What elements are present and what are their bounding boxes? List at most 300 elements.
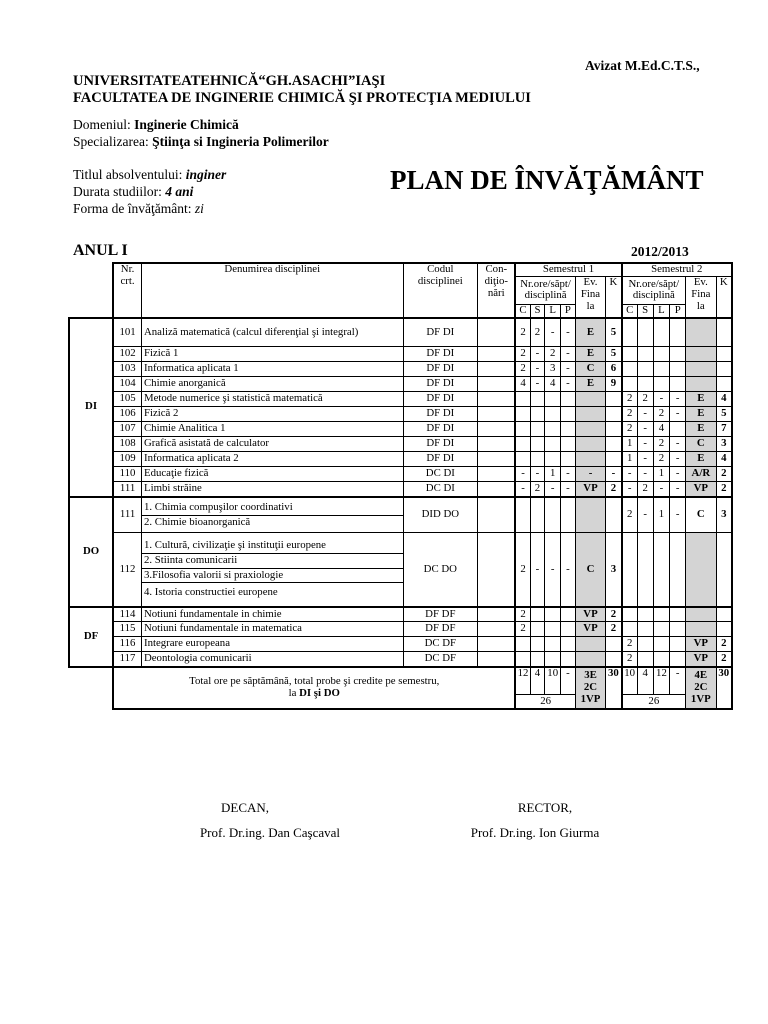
specialization-line [73,134,329,150]
table-row [69,362,732,377]
table-row [69,407,732,422]
s2-s [637,622,653,637]
s2-l [653,377,670,392]
s1-l [545,452,561,467]
s1-p [561,607,576,622]
s1-c [515,392,530,407]
s1-credits [606,637,622,652]
s1-p: - [561,318,576,347]
row-nr: 102 [113,347,141,362]
s1-s: - [530,467,545,482]
dean-name: Prof. Dr.ing. Dan Caşcaval [199,825,341,840]
total-s2-credits: 30 [716,667,732,709]
row-discipline: Informatica aplicata 1 [141,362,403,377]
header-semester-1: Semestrul 1 [515,263,621,276]
table-row [69,347,732,362]
s2-credits: 2 [716,652,732,667]
row-code: DF DI [403,422,478,437]
header-credits-s2: K [716,276,732,317]
s1-s [530,392,545,407]
s1-l: - [545,318,561,347]
s1-s [530,652,545,667]
row-conditions [478,437,516,452]
row-nr: 107 [113,422,141,437]
s2-eval [686,318,716,347]
total-s2-hours: 26 [622,695,686,709]
optional-list-b [141,533,403,607]
s2-credits [716,318,732,347]
approval-note: Avizat M.Ed.C.T.S., [585,58,700,73]
s1-l [545,652,561,667]
s2-c [622,607,638,622]
total-s1-p: - [561,667,576,695]
s1-c [515,637,530,652]
s1-l [545,392,561,407]
s1-s [530,607,545,622]
row-nr: 111 [113,482,141,497]
s1-s: - [530,362,545,377]
row-code: DF DI [403,452,478,467]
s1-c [515,422,530,437]
form-value: zi [194,201,204,216]
s1-s [530,497,545,533]
s2-eval [686,377,716,392]
row-discipline: Informatica aplicata 2 [141,452,403,467]
row-discipline: Notiuni fundamentale in matematica [141,622,403,637]
s2-l: 2 [653,407,670,422]
s1-s [530,637,545,652]
header-p: P [561,304,576,317]
s2-credits: 7 [716,422,732,437]
row-discipline: Limbi străine [141,482,403,497]
total-s2-eval [686,667,716,709]
s1-eval: VP [575,607,605,622]
header-hours-s2: Nr.ore/săpt/ disciplină [622,276,686,304]
curriculum-table [68,262,733,710]
total-s2-l: 12 [653,667,670,695]
s1-l [545,437,561,452]
row-conditions [478,377,516,392]
row-conditions [478,497,516,533]
s2-credits: 2 [716,467,732,482]
s2-l [653,362,670,377]
row-discipline: Chimie Analitica 1 [141,422,403,437]
s2-p [670,622,686,637]
s1-eval: C [575,362,605,377]
header-c: C [515,304,530,317]
row-discipline: Fizică 1 [141,347,403,362]
s2-l: - [653,392,670,407]
row-discipline: Metode numerice şi statistică matematică [141,392,403,407]
faculty-name: FACULTATEA DE INGINERIE CHIMICĂ ŞI PROTECŢIA MEDIULUI [73,90,531,106]
dean-title: DECAN, [220,800,270,815]
s2-s: - [637,407,653,422]
s2-credits [716,377,732,392]
table-row [69,607,732,622]
s2-p [670,377,686,392]
s2-eval: C [686,497,716,533]
total-s2-c: 10 [622,667,638,695]
s2-s: - [637,467,653,482]
s2-p [670,607,686,622]
s1-s [530,422,545,437]
s1-p: - [561,347,576,362]
s1-l: - [545,482,561,497]
row-discipline: Integrare europeana [141,637,403,652]
s1-s [530,407,545,422]
total-s1-eval [575,667,605,709]
s1-credits [606,422,622,437]
s1-eval [575,422,605,437]
s1-l: 4 [545,377,561,392]
s2-credits [716,533,732,607]
optional-list-a [141,497,403,533]
optional-item: 1. Cultură, civilizaţie şi instituţii europene [142,539,403,553]
row-discipline: Deontologia comunicarii [141,652,403,667]
s2-s [637,652,653,667]
s2-c: 1 [622,437,638,452]
s1-c: 2 [515,362,530,377]
s2-s [637,318,653,347]
total-s1-exams: 3E [584,668,597,681]
spec-label: Specializarea: [73,134,153,149]
totals-label [113,667,515,709]
table-row [69,318,732,347]
header-discipline: Denumirea disciplinei [141,263,403,318]
row-code: DF DF [403,607,478,622]
s2-c: 2 [622,637,638,652]
optional-item: 2. Chimie bioanorganică [143,515,251,528]
table-row [69,652,732,667]
s2-s: - [637,422,653,437]
row-discipline: Notiuni fundamentale in chimie [141,607,403,622]
s2-eval [686,362,716,377]
s2-credits [716,347,732,362]
s1-credits: - [606,467,622,482]
s1-c: 2 [515,622,530,637]
s1-eval [575,392,605,407]
s2-s: - [637,437,653,452]
header-code: Codul disciplinei [403,263,478,318]
totals-row [69,667,732,695]
s1-eval: E [575,377,605,392]
s2-c [622,347,638,362]
s1-c: 2 [515,347,530,362]
s2-eval: C [686,437,716,452]
s1-s: - [530,377,545,392]
s1-p [561,652,576,667]
s1-p: - [561,377,576,392]
duration-line [73,184,193,200]
s2-l: 4 [653,422,670,437]
s2-s: 2 [637,392,653,407]
optional-item: 3.Filosofia valorii si praxiologie [142,568,403,583]
s1-c [515,452,530,467]
s2-p: - [670,452,686,467]
s1-s: 2 [530,318,545,347]
s1-c [515,437,530,452]
row-code: DF DI [403,362,478,377]
row-nr: 114 [113,607,141,622]
s2-l [653,607,670,622]
row-discipline: Analiză matematică (calcul diferenţial şi integral) [141,318,403,347]
group-do-label: DO [69,497,113,607]
row-nr: 112 [113,533,141,607]
row-discipline: Grafică asistată de calculator [141,437,403,452]
total-s1-hours: 26 [515,695,575,709]
header-conditions: Con-diţio-nări [478,263,516,318]
s2-s: 2 [637,482,653,497]
row-nr: 115 [113,622,141,637]
s1-eval [575,452,605,467]
s2-eval: A/R [686,467,716,482]
row-code: DID DO [403,497,478,533]
s2-c [622,362,638,377]
s1-c: - [515,467,530,482]
row-code: DC DI [403,482,478,497]
optional-item: 4. Istoria constructiei europene [143,586,278,599]
domain-label: Domeniul: [73,117,135,132]
row-conditions [478,467,516,482]
totals-label-line-1: Total ore pe săptămână, total probe şi credite pe semestru, [189,674,440,687]
s1-eval: E [575,318,605,347]
total-s2-verifications: 1VP [690,692,711,705]
s1-p [561,637,576,652]
s1-s: 2 [530,482,545,497]
s1-l [545,622,561,637]
s1-credits: 5 [606,347,622,362]
title-label: Titlul absolventului: [73,167,186,182]
table-row [69,437,732,452]
row-code: DF DI [403,318,478,347]
row-discipline: Chimie anorganică [141,377,403,392]
s1-c: - [515,482,530,497]
s2-eval: E [686,452,716,467]
s2-s [637,607,653,622]
study-form-line [73,201,204,217]
row-conditions [478,392,516,407]
s1-credits [606,497,622,533]
s2-p: - [670,437,686,452]
s1-eval [575,637,605,652]
s2-eval: E [686,392,716,407]
s2-l: 2 [653,437,670,452]
s2-c: 2 [622,392,638,407]
s2-credits: 2 [716,637,732,652]
row-nr: 110 [113,467,141,482]
total-s2-p: - [670,667,686,695]
total-s2-s: 4 [637,667,653,695]
totals-label-prefix: la [288,686,300,699]
header-l: L [653,304,670,317]
s2-l: 2 [653,452,670,467]
group-df-label: DF [69,607,113,667]
s1-p [561,622,576,637]
totals-label-groups: DI şi DO [299,686,340,699]
s2-eval: VP [686,652,716,667]
s2-p [670,533,686,607]
s1-p [561,407,576,422]
duration-value: 4 ani [165,184,194,199]
s1-s [530,622,545,637]
optional-item: 2. Stiinta comunicarii [142,553,403,568]
s1-eval: E [575,347,605,362]
table-row [69,377,732,392]
header-eval-s2: Ev. Fina la [686,276,716,317]
s1-l [545,497,561,533]
table-row [69,622,732,637]
s1-eval [575,497,605,533]
header-semester-2: Semestrul 2 [622,263,732,276]
s1-l: - [545,533,561,607]
s1-credits [606,437,622,452]
s2-c: - [622,467,638,482]
row-conditions [478,637,516,652]
row-nr: 116 [113,637,141,652]
s2-credits: 3 [716,497,732,533]
s1-l: 2 [545,347,561,362]
s2-s [637,362,653,377]
row-nr: 108 [113,437,141,452]
s2-s [637,347,653,362]
s1-p [561,452,576,467]
header-nr: Nr. crt. [113,263,141,318]
s2-p [670,362,686,377]
s2-l [653,533,670,607]
s1-p: - [561,362,576,377]
s1-eval: - [575,467,605,482]
row-code: DF DI [403,392,478,407]
row-conditions [478,607,516,622]
s2-c [622,318,638,347]
plan-title: PLAN DE ÎNVĂŢĂMÂNT [390,165,704,195]
s2-l [653,318,670,347]
s1-l [545,637,561,652]
s1-l: 3 [545,362,561,377]
row-code: DC DO [403,533,478,607]
header-s: S [637,304,653,317]
s2-p: - [670,497,686,533]
s1-c [515,497,530,533]
group-di-label: DI [69,318,113,497]
row-code: DC DI [403,467,478,482]
form-label: Forma de învăţământ: [73,201,195,216]
s2-s [637,533,653,607]
table-row [69,533,732,607]
table-row [69,467,732,482]
s2-s: - [637,497,653,533]
s2-l: - [653,482,670,497]
university-name: UNIVERSITATEATEHNICĂ“GH.ASACHI”IAŞI [73,73,386,89]
s1-credits [606,407,622,422]
domain-value: Inginerie Chimică [134,117,239,132]
header-p: P [670,304,686,317]
s1-credits: 9 [606,377,622,392]
row-conditions [478,422,516,437]
header-hours-s1: Nr.ore/săpt/ disciplină [515,276,575,304]
total-s2-colloquia: 2C [694,680,708,693]
s2-p [670,422,686,437]
row-code: DC DF [403,652,478,667]
row-conditions [478,347,516,362]
s2-p: - [670,482,686,497]
total-s1-s: 4 [530,667,545,695]
year-label: ANUL I [73,242,128,259]
s2-p [670,318,686,347]
row-conditions [478,652,516,667]
s1-eval [575,652,605,667]
s2-p [670,637,686,652]
row-code: DC DF [403,637,478,652]
row-nr: 104 [113,377,141,392]
table-row [69,482,732,497]
s1-credits [606,452,622,467]
s1-p [561,497,576,533]
s2-eval [686,347,716,362]
row-conditions [478,318,516,347]
s1-c: 2 [515,607,530,622]
s2-c: 1 [622,452,638,467]
s1-p [561,422,576,437]
rector-title: RECTOR, [517,800,573,815]
s2-eval: E [686,422,716,437]
header-l: L [545,304,561,317]
domain-line [73,117,239,133]
row-nr: 106 [113,407,141,422]
s2-p: - [670,392,686,407]
s2-credits: 5 [716,407,732,422]
s2-p: - [670,407,686,422]
s1-s [530,437,545,452]
s2-s [637,377,653,392]
s1-s: - [530,533,545,607]
s1-c [515,652,530,667]
s1-l: 1 [545,467,561,482]
s2-c: 2 [622,497,638,533]
duration-label: Durata studiilor: [73,184,166,199]
s2-p: - [670,467,686,482]
total-s1-verifications: 1VP [580,692,601,705]
header-credits-s1: K [606,276,622,317]
title-value: inginer [185,167,227,182]
row-code: DF DI [403,347,478,362]
s2-c: 2 [622,407,638,422]
row-conditions [478,622,516,637]
s1-p [561,437,576,452]
s1-p: - [561,482,576,497]
s2-eval [686,533,716,607]
s1-credits: 6 [606,362,622,377]
s1-credits: 2 [606,607,622,622]
total-s2-exams: 4E [694,668,708,681]
s2-l [653,652,670,667]
s2-eval: E [686,407,716,422]
s1-s [530,452,545,467]
row-code: DF DI [403,437,478,452]
row-nr: 103 [113,362,141,377]
s2-eval: VP [686,482,716,497]
s1-credits [606,392,622,407]
s2-c [622,377,638,392]
s1-p: - [561,467,576,482]
s1-eval [575,437,605,452]
row-nr: 117 [113,652,141,667]
s2-c [622,622,638,637]
s2-c: 2 [622,652,638,667]
s2-credits [716,622,732,637]
s1-credits: 2 [606,482,622,497]
academic-year: 2012/2013 [631,244,689,259]
